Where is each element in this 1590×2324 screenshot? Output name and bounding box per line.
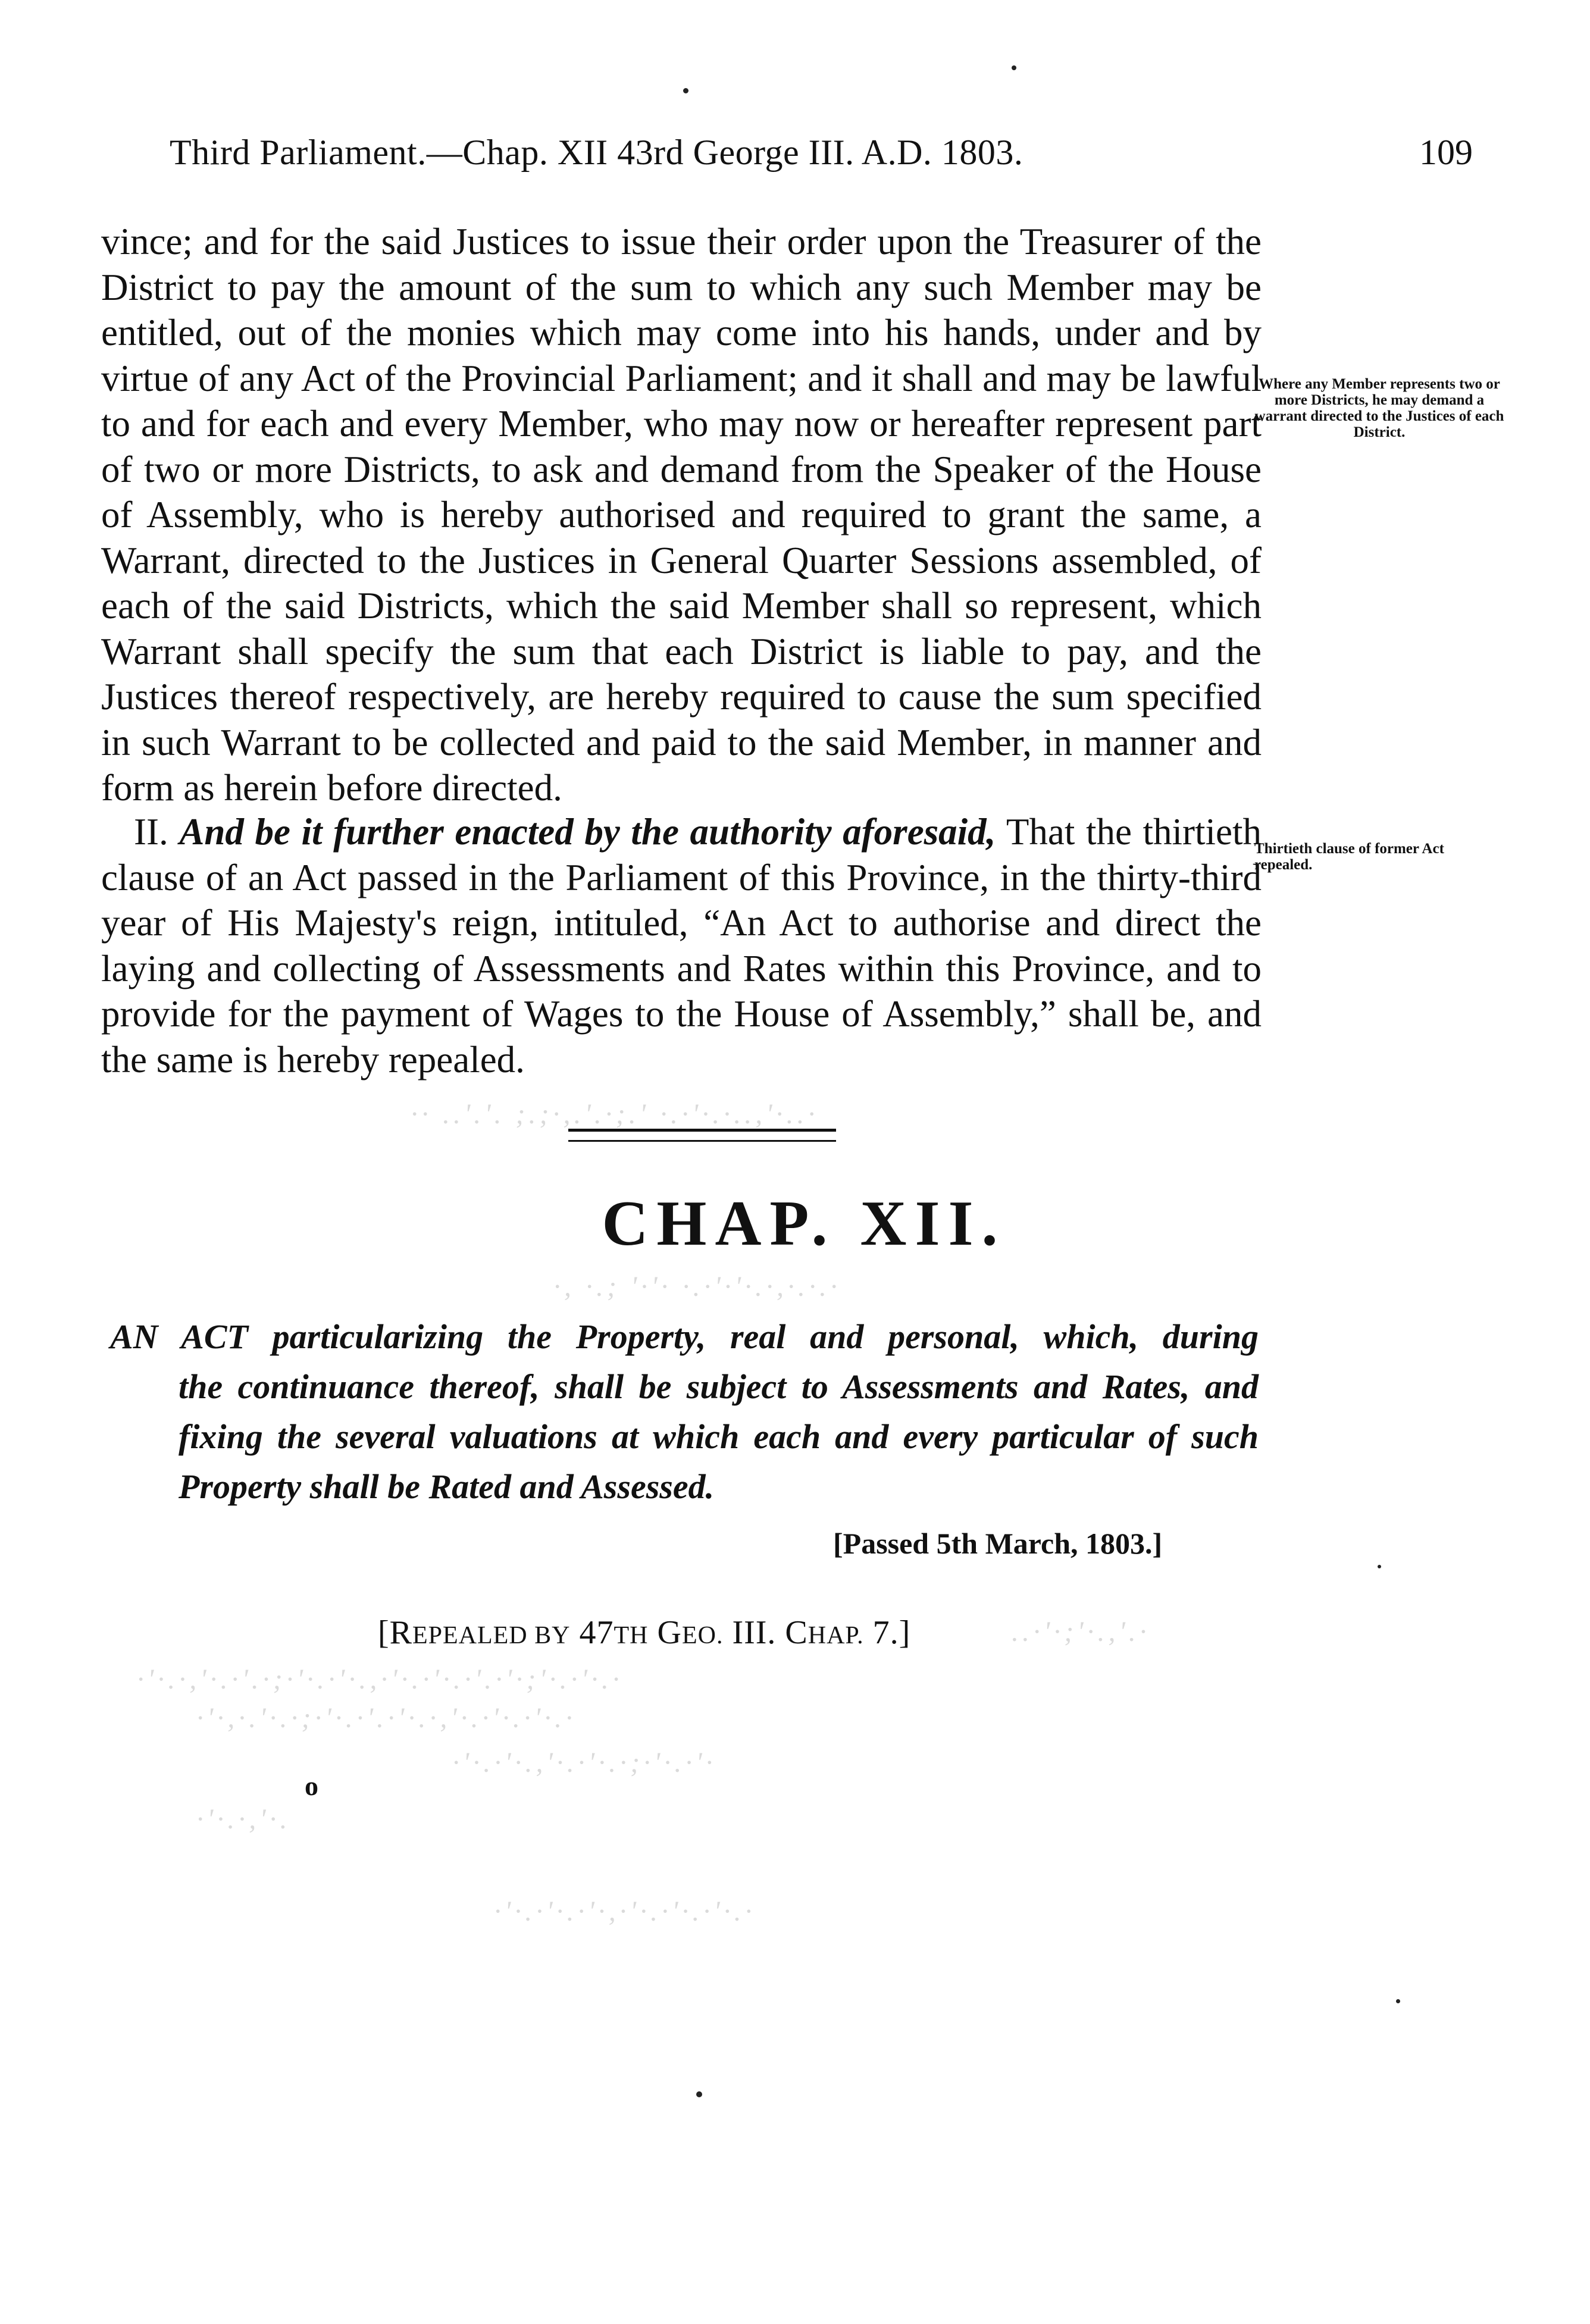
- body-paragraph: vince; and for the said Justices to issue their order upon the Treasurer of the District to pay the amount of the sum to which any such Member may be entitled, out of the monies which may come into his hands, under and by virtue of any Act of the Provincial Parliament; and it shall and may be lawful to and for each and every Member, who may now or hereafter represent part of two or more Districts, to ask and demand from the Speaker of the House of Assembly, who is hereby authorised and required to grant the same, a Warrant, directed to the Justices in General Quarter Sessions assembled, of each of the said Districts, which the said Member shall so represent, which Warrant shall specify the sum that each District is liable to pay, and the Justices thereof respectively, are hereby required to cause the sum specified in such Warrant to be collected and paid to the said Member, in manner and form as herein before directed.: [101, 221, 1262, 809]
- repealed-note: [378, 1614, 910, 1652]
- bleed-through: ..·'·;'·.,'.·: [1012, 1616, 1150, 1648]
- act-title-line: Property shall be Rated and Assessed.: [179, 1467, 715, 1506]
- enacting-clause: And be it further enacted by the authority aforesaid,: [179, 811, 996, 853]
- bleed-through: ·'·.·,'·.: [196, 1803, 291, 1835]
- bleed-through: ·'·.·,'·.·'.·;·'·.·'·.,·'·.·'·.·'.·'·;'·.·'·.·: [137, 1664, 623, 1695]
- act-title: [110, 1312, 1259, 1512]
- margin-note: Where any Member represents two or more Districts, he may demand a warrant directed to the Justices of each District.: [1254, 376, 1504, 440]
- repealed-part: 47: [570, 1614, 614, 1651]
- section-paragraph: [101, 809, 1262, 1082]
- stray-mark: o: [305, 1771, 318, 1801]
- repealed-part: EO.: [681, 1622, 724, 1649]
- repealed-part: EPEALED BY: [412, 1622, 571, 1649]
- repealed-part: III. C: [723, 1614, 808, 1651]
- repealed-part: [R: [378, 1614, 412, 1651]
- bleed-through: ·'·.·'·.·'·,·'·.·'·.·'·.·: [494, 1896, 756, 1927]
- speck: [696, 2091, 702, 2097]
- running-head: Third Parliament.—Chap. XII 43rd George III. A.D. 1803.: [170, 133, 1024, 172]
- chapter-heading: CHAP. XII.: [602, 1188, 1006, 1259]
- act-title-line: AN ACT particularizing the Property, real and personal, which, during: [110, 1317, 1259, 1356]
- repealed-part: 7.]: [863, 1614, 911, 1651]
- speck: [1378, 1565, 1381, 1568]
- repealed-part: TH: [614, 1622, 649, 1649]
- speck: [1396, 1999, 1400, 2003]
- act-title-line: fixing the several valuations at which each and every particular of such: [179, 1417, 1259, 1456]
- section-number: II.: [134, 811, 168, 853]
- repealed-part: HAP.: [807, 1622, 864, 1649]
- speck: [683, 88, 688, 93]
- bleed-through: ·'·,·.'·.·;·'·.·'.·'·.·,'·.·'·.·'·.·: [196, 1702, 577, 1734]
- bleed-through: ·, ·.; '·'· ·.·'·'·.·,·.·.·: [553, 1271, 841, 1302]
- section-text: That the thirtieth clause of an Act passed in the Parliament of this Province, in the thirty-third year of His Majesty's reign, intituled, “An Act to authorise and direct the laying and collecting of Assessments and Rates within this Province, and to provide for the payment of Wages to the House of Assembly,” shall be, and the same is hereby repealed.: [101, 811, 1262, 1080]
- section-divider: [568, 1129, 836, 1142]
- margin-note: Thirtieth clause of former Act repealed.: [1254, 841, 1444, 873]
- repealed-part: G: [648, 1614, 682, 1651]
- passed-date: [Passed 5th March, 1803.]: [833, 1527, 1163, 1560]
- speck: [1012, 65, 1016, 70]
- bleed-through: ·'·.·'·.,'·.·'·.·;·'·.·'·: [452, 1747, 716, 1778]
- act-title-line: the continuance thereof, shall be subject to Assessments and Rates, and: [179, 1367, 1259, 1406]
- bleed-through: ·· ..'.'. ;.;·,.'.·;.' ·.·'·.·..,'·..·: [411, 1098, 819, 1130]
- page-number: 109: [1419, 133, 1473, 172]
